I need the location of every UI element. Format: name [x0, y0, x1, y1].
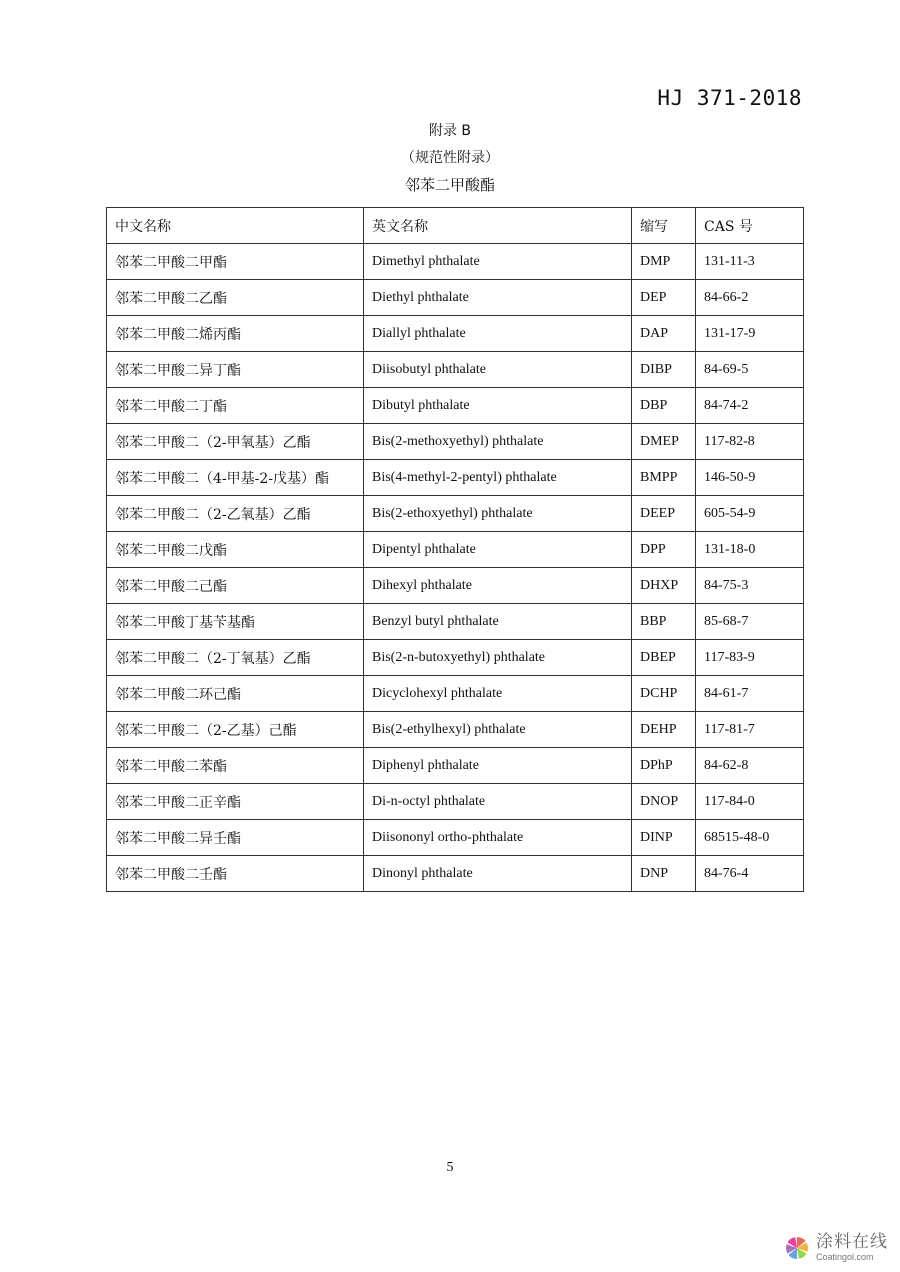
cell-english-name: Diisononyl ortho-phthalate — [364, 820, 632, 856]
cell-cas-number: 117-83-9 — [696, 640, 804, 676]
cell-english-name: Bis(2-n-butoxyethyl) phthalate — [364, 640, 632, 676]
table-row — [107, 640, 804, 676]
header-cas-number: CAS 号 — [696, 208, 804, 244]
cell-cas-number: 68515-48-0 — [696, 820, 804, 856]
phthalates-table — [106, 207, 804, 892]
cell-english-name: Bis(2-ethoxyethyl) phthalate — [364, 496, 632, 532]
table-row — [107, 856, 804, 892]
cell-abbreviation: DNOP — [632, 784, 696, 820]
page-number: 5 — [446, 1160, 454, 1175]
cell-english-name: Di-n-octyl phthalate — [364, 784, 632, 820]
cell-chinese-name: 邻苯二甲酸二异丁酯 — [107, 352, 364, 388]
table-row — [107, 280, 804, 316]
cell-cas-number: 84-76-4 — [696, 856, 804, 892]
cell-cas-number: 131-17-9 — [696, 316, 804, 352]
table-row — [107, 712, 804, 748]
cell-abbreviation: DBP — [632, 388, 696, 424]
table-title: 邻苯二甲酸酯 — [404, 176, 495, 194]
appendix-title: 附录 B — [428, 123, 472, 139]
cell-chinese-name: 邻苯二甲酸二（2-乙氧基）乙酯 — [107, 496, 364, 532]
cell-english-name: Dibutyl phthalate — [364, 388, 632, 424]
table-row — [107, 316, 804, 352]
cell-english-name: Bis(2-ethylhexyl) phthalate — [364, 712, 632, 748]
cell-chinese-name: 邻苯二甲酸二甲酯 — [107, 244, 364, 280]
cell-abbreviation: DINP — [632, 820, 696, 856]
cell-abbreviation: DPhP — [632, 748, 696, 784]
standard-code: HJ 371-2018 — [657, 86, 802, 110]
cell-cas-number: 84-69-5 — [696, 352, 804, 388]
cell-cas-number: 84-61-7 — [696, 676, 804, 712]
cell-abbreviation: DBEP — [632, 640, 696, 676]
cell-cas-number: 146-50-9 — [696, 460, 804, 496]
table-row — [107, 604, 804, 640]
cell-english-name: Diisobutyl phthalate — [364, 352, 632, 388]
table-row — [107, 532, 804, 568]
cell-cas-number: 85-68-7 — [696, 604, 804, 640]
cell-abbreviation: DCHP — [632, 676, 696, 712]
table-row — [107, 820, 804, 856]
cell-english-name: Diethyl phthalate — [364, 280, 632, 316]
cell-abbreviation: DPP — [632, 532, 696, 568]
cell-cas-number: 117-84-0 — [696, 784, 804, 820]
table-row — [107, 388, 804, 424]
table-row — [107, 424, 804, 460]
cell-chinese-name: 邻苯二甲酸二烯丙酯 — [107, 316, 364, 352]
table-row — [107, 460, 804, 496]
cell-abbreviation: DEHP — [632, 712, 696, 748]
header-english-name: 英文名称 — [364, 208, 632, 244]
cell-chinese-name: 邻苯二甲酸二环己酯 — [107, 676, 364, 712]
header-chinese-name: 中文名称 — [107, 208, 364, 244]
watermark-cn: 涂料在线 — [816, 1232, 888, 1252]
cell-abbreviation: DAP — [632, 316, 696, 352]
cell-chinese-name: 邻苯二甲酸二异壬酯 — [107, 820, 364, 856]
cell-abbreviation: DMP — [632, 244, 696, 280]
cell-english-name: Bis(4-methyl-2-pentyl) phthalate — [364, 460, 632, 496]
cell-cas-number: 84-75-3 — [696, 568, 804, 604]
cell-abbreviation: DNP — [632, 856, 696, 892]
cell-chinese-name: 邻苯二甲酸二苯酯 — [107, 748, 364, 784]
cell-chinese-name: 邻苯二甲酸二乙酯 — [107, 280, 364, 316]
cell-abbreviation: DIBP — [632, 352, 696, 388]
cell-english-name: Bis(2-methoxyethyl) phthalate — [364, 424, 632, 460]
cell-english-name: Dimethyl phthalate — [364, 244, 632, 280]
watermark — [784, 1234, 888, 1262]
cell-cas-number: 131-11-3 — [696, 244, 804, 280]
header-abbreviation: 缩写 — [632, 208, 696, 244]
cell-chinese-name: 邻苯二甲酸二己酯 — [107, 568, 364, 604]
cell-english-name: Dicyclohexyl phthalate — [364, 676, 632, 712]
table-row — [107, 496, 804, 532]
table-row — [107, 748, 804, 784]
cell-abbreviation: BBP — [632, 604, 696, 640]
cell-cas-number: 131-18-0 — [696, 532, 804, 568]
cell-abbreviation: BMPP — [632, 460, 696, 496]
cell-cas-number: 117-81-7 — [696, 712, 804, 748]
table-row — [107, 244, 804, 280]
cell-cas-number: 84-66-2 — [696, 280, 804, 316]
cell-abbreviation: DEP — [632, 280, 696, 316]
table-row — [107, 676, 804, 712]
cell-chinese-name: 邻苯二甲酸二壬酯 — [107, 856, 364, 892]
appendix-type: （规范性附录） — [401, 150, 499, 166]
cell-chinese-name: 邻苯二甲酸二正辛酯 — [107, 784, 364, 820]
cell-abbreviation: DHXP — [632, 568, 696, 604]
cell-cas-number: 117-82-8 — [696, 424, 804, 460]
pinwheel-logo-icon — [784, 1235, 810, 1261]
table-body — [107, 244, 804, 892]
table-row — [107, 352, 804, 388]
cell-abbreviation: DMEP — [632, 424, 696, 460]
cell-english-name: Benzyl butyl phthalate — [364, 604, 632, 640]
cell-chinese-name: 邻苯二甲酸二（4-甲基-2-戊基）酯 — [107, 460, 364, 496]
cell-chinese-name: 邻苯二甲酸二（2-乙基）己酯 — [107, 712, 364, 748]
cell-chinese-name: 邻苯二甲酸二（2-丁氧基）乙酯 — [107, 640, 364, 676]
table-header-row — [107, 208, 804, 244]
cell-chinese-name: 邻苯二甲酸二（2-甲氧基）乙酯 — [107, 424, 364, 460]
cell-english-name: Diphenyl phthalate — [364, 748, 632, 784]
cell-cas-number: 84-74-2 — [696, 388, 804, 424]
table-row — [107, 568, 804, 604]
cell-abbreviation: DEEP — [632, 496, 696, 532]
cell-english-name: Dipentyl phthalate — [364, 532, 632, 568]
cell-chinese-name: 邻苯二甲酸丁基苄基酯 — [107, 604, 364, 640]
cell-english-name: Diallyl phthalate — [364, 316, 632, 352]
cell-chinese-name: 邻苯二甲酸二丁酯 — [107, 388, 364, 424]
cell-english-name: Dinonyl phthalate — [364, 856, 632, 892]
table-row — [107, 784, 804, 820]
cell-cas-number: 84-62-8 — [696, 748, 804, 784]
cell-english-name: Dihexyl phthalate — [364, 568, 632, 604]
cell-cas-number: 605-54-9 — [696, 496, 804, 532]
cell-chinese-name: 邻苯二甲酸二戊酯 — [107, 532, 364, 568]
watermark-en: Coatingol.com — [816, 1252, 874, 1262]
